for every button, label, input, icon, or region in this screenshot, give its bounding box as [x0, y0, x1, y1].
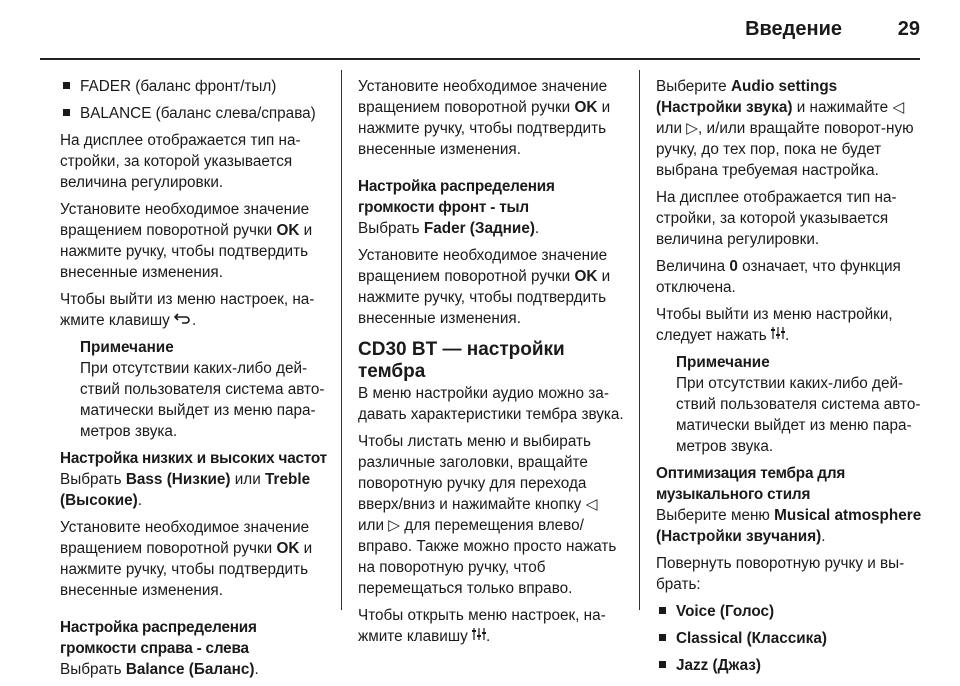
list-item: Classical (Классика) [656, 628, 924, 649]
section-heading: Настройка распределения громкости фронт - тыл [358, 178, 555, 216]
list-item: Voice (Голос) [656, 601, 924, 622]
note-title: Примечание [676, 354, 770, 371]
paragraph: На дисплее отображается тип на-стройки, за которой указывается величина регулировки. [60, 132, 301, 191]
paragraph: Чтобы открыть меню настроек, на-жмите клавишу . [358, 607, 606, 645]
left-arrow-icon: ◁ [585, 496, 598, 513]
note-text: При отсутствии каких-либо дей-ствий пользователя система авто-матически выйдет из меню пара-метров звука. [80, 360, 325, 440]
paragraph: Чтобы выйти из меню настройки, следует нажать . [656, 306, 893, 344]
bullet-square-icon [63, 82, 70, 89]
back-arrow-icon [174, 310, 192, 331]
paragraph: Чтобы выйти из меню настроек, на-жмите клавишу . [60, 291, 315, 329]
bullet-square-icon [659, 607, 666, 614]
note-block [80, 337, 328, 442]
header-rule [40, 58, 920, 60]
paragraph: Величина 0 означает, что функция отключена. [656, 258, 901, 296]
column-divider [639, 70, 640, 610]
paragraph: Выберите меню Musical atmosphere (Настройки звучания). [656, 507, 922, 545]
tone-settings-icon [771, 325, 785, 346]
section-heading: Оптимизация тембра для музыкального стиля [656, 465, 846, 503]
note-block [676, 352, 924, 457]
right-arrow-icon: ▷ [388, 517, 401, 534]
paragraph: На дисплее отображается тип на-стройки, за которой указывается величина регулировки. [656, 189, 897, 248]
page-header [0, 0, 960, 60]
paragraph: Установите необходимое значение вращением поворотной ручки OK и нажмите ручку, чтобы подтвердить внесенные изменения. [358, 247, 611, 327]
page-number: 29 [897, 18, 920, 40]
paragraph: Выберите Audio settings (Настройки звука) и нажимайте ◁ или ▷, и/или вращайте поворот-ную ручку, до тех пор, пока не будет выбрана требуемая настройка. [656, 78, 914, 179]
column-divider [341, 70, 342, 610]
column-2 [358, 76, 624, 653]
right-arrow-icon: ▷ [686, 120, 699, 137]
paragraph: Установите необходимое значение вращением поворотной ручки OK и нажмите ручку, чтобы подтвердить внесенные изменения. [358, 78, 611, 158]
tone-settings-icon [472, 626, 486, 647]
paragraph: Установите необходимое значение вращением поворотной ручки OK и нажмите ручку, чтобы подтвердить внесенные изменения. [60, 201, 313, 281]
note-title: Примечание [80, 339, 174, 356]
bullet-square-icon [659, 634, 666, 641]
section-heading: Настройка низких и высоких частот [60, 450, 327, 467]
note-text: При отсутствии каких-либо дей-ствий пользователя система авто-матически выйдет из меню пара-метров звука. [676, 375, 921, 455]
paragraph: Выбрать Balance (Баланс). [60, 661, 259, 678]
section-heading: Настройка распределения громкости справа - слева [60, 619, 257, 657]
bullet-square-icon [659, 661, 666, 668]
paragraph: Повернуть поворотную ручку и вы-брать: [656, 555, 905, 593]
paragraph: Установите необходимое значение вращением поворотной ручки OK и нажмите ручку, чтобы подтвердить внесенные изменения. [60, 519, 313, 599]
left-arrow-icon: ◁ [892, 99, 905, 116]
list-item: FADER (баланс фронт/тыл) [60, 76, 328, 97]
paragraph: Выбрать Fader (Задние). [358, 220, 540, 237]
paragraph: В меню настройки аудио можно за-давать характеристики тембра звука. [358, 385, 624, 423]
paragraph: Чтобы листать меню и выбирать различные заголовки, вращайте поворотную ручку для перехода вверх/вниз и нажимайте кнопку ◁ или ▷ для перемещения влево/вправо. Также можно просто нажать на поворотную ручку, чтоб перемещаться только вправо. [358, 433, 617, 597]
list-item: BALANCE (баланс слева/справа) [60, 103, 328, 124]
section-title: CD30 BT — настройки тембра [358, 339, 565, 382]
page-title: Введение [745, 18, 842, 40]
column-3 [656, 76, 924, 682]
paragraph: Выбрать Bass (Низкие) или Treble (Высокие). [60, 471, 311, 509]
bullet-square-icon [63, 109, 70, 116]
list-item: Jazz (Джаз) [656, 655, 924, 676]
column-1 [60, 76, 328, 686]
